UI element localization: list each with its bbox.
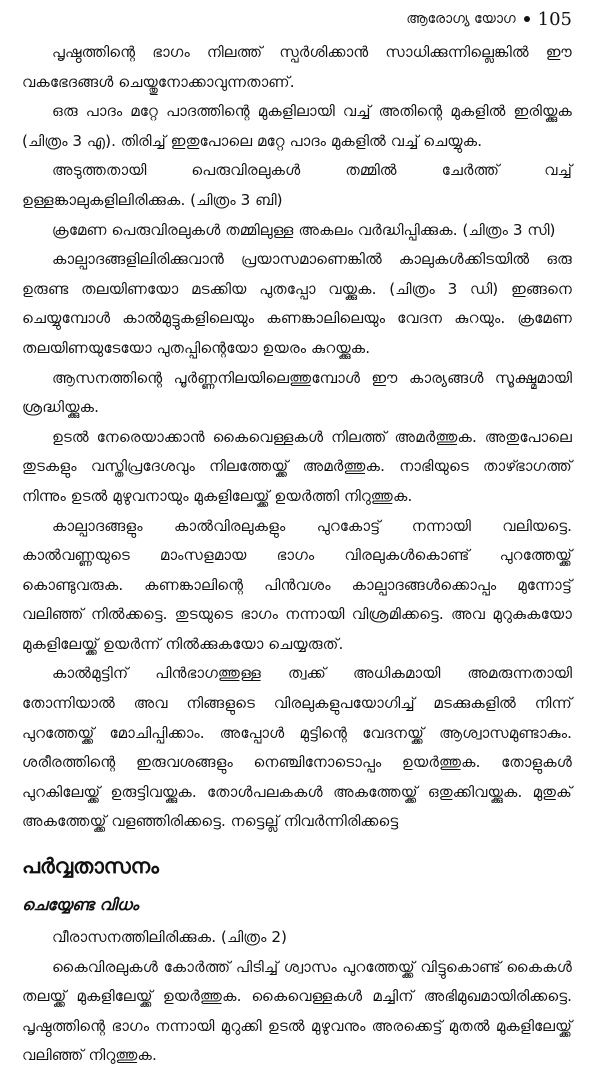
paragraph: കാല്പാദങ്ങളും കാൽവിരലുകളും പുറകോട്ട് നന്നായി വലിയട്ടെ. കാൽവണ്ണയുടെ മാംസളമായ ഭാഗം വിരലുകൾകൊണ്ട് പുറത്തേയ്ക്ക് കൊണ്ടുവരുക. കണങ്കാലിന്റെ പിൻവശം കാല്പാദങ്ങൾക്കൊപ്പം മുന്നോട്ട് വലിഞ്ഞ് നിൽക്കട്ടെ. തുടയുടെ ഭാഗം നന്നായി വിശ്രമിക്കട്ടെ. അവ മുറുകുകയോ മുകളിലേയ്ക്ക് ഉയർന്ന് നിൽക്കുകയോ ചെയ്യരുത്.: [22, 516, 572, 653]
paragraph: പൃഷ്ഠത്തിന്റെ ഭാഗം നിലത്ത് സ്പർശിക്കാൻ സാധിക്കുന്നില്ലെങ്കിൽ ഈ വകഭേദങ്ങൾ ചെയ്തുനോക്കാവുന്നതാണ്.: [22, 43, 572, 91]
paragraph: അടുത്തതായി പെരുവിരലുകൾ തമ്മിൽ ചേർത്ത് വച്ച് ഉള്ളങ്കാലുകളിലിരിക്കുക. (ചിത്രം 3 ബി): [22, 161, 572, 209]
paragraph: ഉടൽ നേരെയാക്കാൻ കൈവെള്ളകൾ നിലത്ത് അമർത്തുക. അതുപോലെ തുടകളും വസ്തിപ്രദേശവും നിലത്തേയ്ക്ക് അമർത്തുക. നാഭിയുടെ താഴ്ഭാഗത്ത് നിന്നും ഉടൽ മുഴുവനായും മുകളിലേയ്ക്ക് ഉയർത്തി നിറുത്തുക.: [22, 427, 572, 505]
paragraph: കാല്പാദങ്ങളിലിരിക്കുവാൻ പ്രയാസമാണെങ്കിൽ കാലുകൾക്കിടയിൽ ഒരു ഉരുണ്ട തലയിണയോ മടക്കിയ പുതപ്പോ വയ്ക്കുക. (ചിത്രം 3 ഡി) ഇങ്ങനെ ചെയ്യുമ്പോൾ കാൽമുട്ടുകളിലെയും കണങ്കാലിലെയും വേദന കുറയും. ക്രമേണ തലയിണയുടേയോ പുതപ്പിന്റെയോ ഉയരം കുറയ്ക്കുക.: [22, 250, 572, 357]
paragraph: വീരാസനത്തിലിരിക്കുക. (ചിത്രം 2): [52, 928, 287, 947]
paragraph: ക്രമേണ പെരുവിരലുകൾ തമ്മിലുള്ള അകലം വർദ്ധിപ്പിക്കുക. (ചിത്രം 3 സി): [52, 220, 556, 239]
paragraph: ഒരു പാദം മറ്റേ പാദത്തിന്റെ മുകളിലായി വച്ച് അതിന്റെ മുകളിൽ ഇരിയ്ക്കുക (ചിത്രം 3 എ). തിരിച്ച് ഇതുപോലെ മറ്റേ പാദം മുകളിൽ വച്ച് ചെയ്യുക.: [22, 102, 572, 150]
section-subheading: ചെയ്യേണ്ട വിധം: [22, 895, 139, 915]
paragraph: ആസനത്തിന്റെ പൂർണ്ണനിലയിലെത്തുമ്പോൾ ഈ കാര്യങ്ങൾ സൂക്ഷ്മമായി ശ്രദ്ധിയ്ക്കുക.: [22, 368, 572, 417]
running-head: [22, 6, 572, 32]
paragraph: കാൽമുട്ടിന് പിൻഭാഗത്തുള്ള ത്വക്ക് അധികമായി അമരുന്നതായി തോന്നിയാൽ അവ നിങ്ങളുടെ വിരലുകളുപയോഗിച്ച് മടക്കുകളിൽ നിന്ന് പുറത്തേയ്ക്ക് മോചിപ്പിക്കാം. അപ്പോൾ മുട്ടിന്റെ വേദനയ്ക്ക് ആശ്വാസമുണ്ടാകും. ശരീരത്തിന്റെ ഇരുവശങ്ങളും നെഞ്ചിനോടൊപ്പം ഉയർത്തുക. തോളുകൾ പുറകിലേയ്ക്ക് ഉരുട്ടിവയ്ക്കുക. തോൾപലകകൾ അകത്തേയ്ക്ക് ഒതുക്കിവയ്ക്കുക. മുതുക് അകത്തേയ്ക്ക് വളഞ്ഞിരിക്കട്ടെ. നട്ടെല്ല് നിവർന്നിരിക്കട്ടെ: [22, 664, 572, 831]
running-head-title: ആരോഗ്യ യോഗ: [406, 11, 516, 27]
page-number: 105: [537, 8, 572, 30]
section-heading: പർവ്വതാസനം: [22, 854, 159, 879]
body-text: [22, 38, 572, 1071]
bullet-separator-icon: [524, 16, 530, 22]
paragraph: കൈവിരലുകൾ കോർത്ത് പിടിച്ച് ശ്വാസം പുറത്തേയ്ക്ക് വിട്ടുകൊണ്ട് കൈകൾ തലയ്ക്ക് മുകളിലേയ്ക്ക് ഉയർത്തുക. കൈവെള്ളകൾ മച്ചിന് അഭിമുഖമായിരിക്കട്ടെ. പൃഷ്ഠത്തിന്റെ ഭാഗം നന്നായി മുറുക്കി ഉടൽ മുഴുവനും അരക്കെട്ട് മുതൽ മുകളിലേയ്ക്ക് വലിഞ്ഞ് നിറുത്തുക.: [22, 957, 572, 1065]
